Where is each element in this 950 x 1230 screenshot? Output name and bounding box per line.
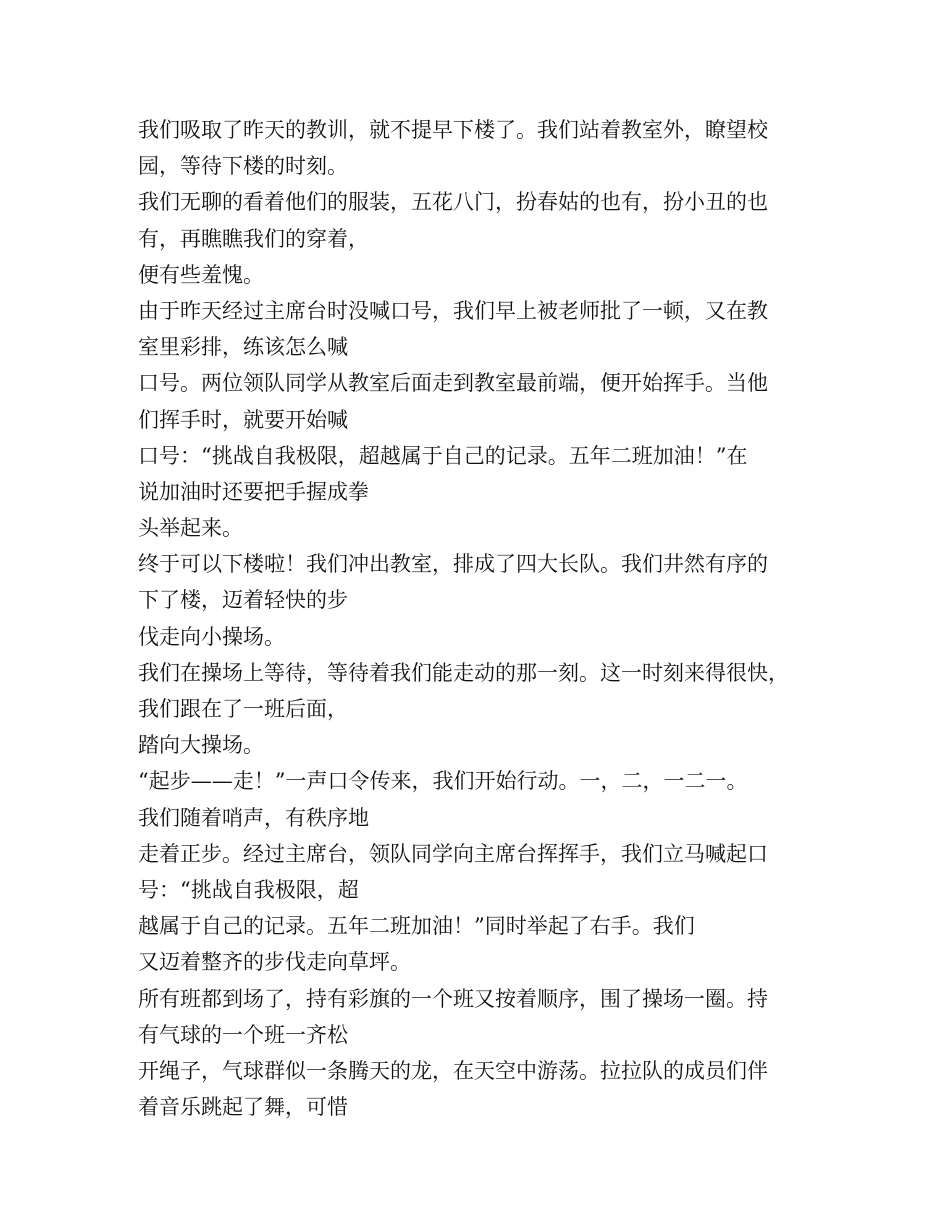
text-line: 我们无聊的看着他们的服装，五花八门，扮春姑的也有，扮小丑的也 — [138, 190, 768, 215]
text-line: 说加油时还要把手握成拳 — [138, 479, 369, 504]
text-line: 口号。两位领队同学从教室后面走到教室最前端，便开始挥手。当他 — [138, 371, 768, 396]
text-line: 由于昨天经过主席台时没喊口号，我们早上被老师批了一顿，又在教 — [138, 298, 768, 323]
text-line: 终于可以下楼啦！我们冲出教室，排成了四大长队。我们井然有序的 — [138, 552, 768, 577]
text-line: 越属于自己的记录。五年二班加油！”同时举起了右手。我们 — [138, 914, 695, 939]
text-line: 所有班都到场了，持有彩旗的一个班又按着顺序，围了操场一圈。持 — [138, 986, 768, 1011]
text-line: 头举起来。 — [138, 516, 243, 541]
text-line: 开绳子，气球群似一条腾天的龙，在天空中游荡。拉拉队的成员们伴 — [138, 1058, 768, 1083]
text-line: 走着正步。经过主席台，领队同学向主席台挥挥手，我们立马喊起口 — [138, 841, 768, 866]
text-line: 我们跟在了一班后面， — [138, 697, 348, 721]
text-line: 我们在操场上等待，等待着我们能走动的那一刻。这一时刻来得很快， — [138, 660, 789, 685]
text-line: 们挥手时，就要开始喊 — [138, 407, 348, 432]
text-line: “起步——走！”一声口令传来，我们开始行动。一，二，一二一。 — [138, 769, 748, 794]
text-line: 伐走向小操场。 — [138, 624, 285, 649]
document-text-body — [138, 112, 828, 1125]
text-line: 我们随着哨声，有秩序地 — [138, 805, 369, 830]
text-line: 便有些羞愧。 — [138, 262, 264, 287]
text-line: 口号：“挑战自我极限，超越属于自己的记录。五年二班加油！”在 — [138, 443, 748, 468]
text-line: 下了楼，迈着轻快的步 — [138, 588, 348, 613]
text-line: 号：“挑战自我极限，超 — [138, 877, 359, 902]
text-line: 我们吸取了昨天的教训，就不提早下楼了。我们站着教室外，瞭望校 — [138, 118, 768, 142]
text-line: 有，再瞧瞧我们的穿着， — [138, 226, 369, 251]
text-line: 有气球的一个班一齐松 — [138, 1022, 348, 1047]
text-line: 室里彩排，练该怎么喊 — [138, 335, 348, 360]
text-line: 园，等待下楼的时刻。 — [138, 154, 348, 179]
text-line: 踏向大操场。 — [138, 733, 264, 758]
text-line: 又迈着整齐的步伐走向草坪。 — [138, 950, 411, 975]
text-line: 着音乐跳起了舞，可惜 — [138, 1095, 348, 1120]
